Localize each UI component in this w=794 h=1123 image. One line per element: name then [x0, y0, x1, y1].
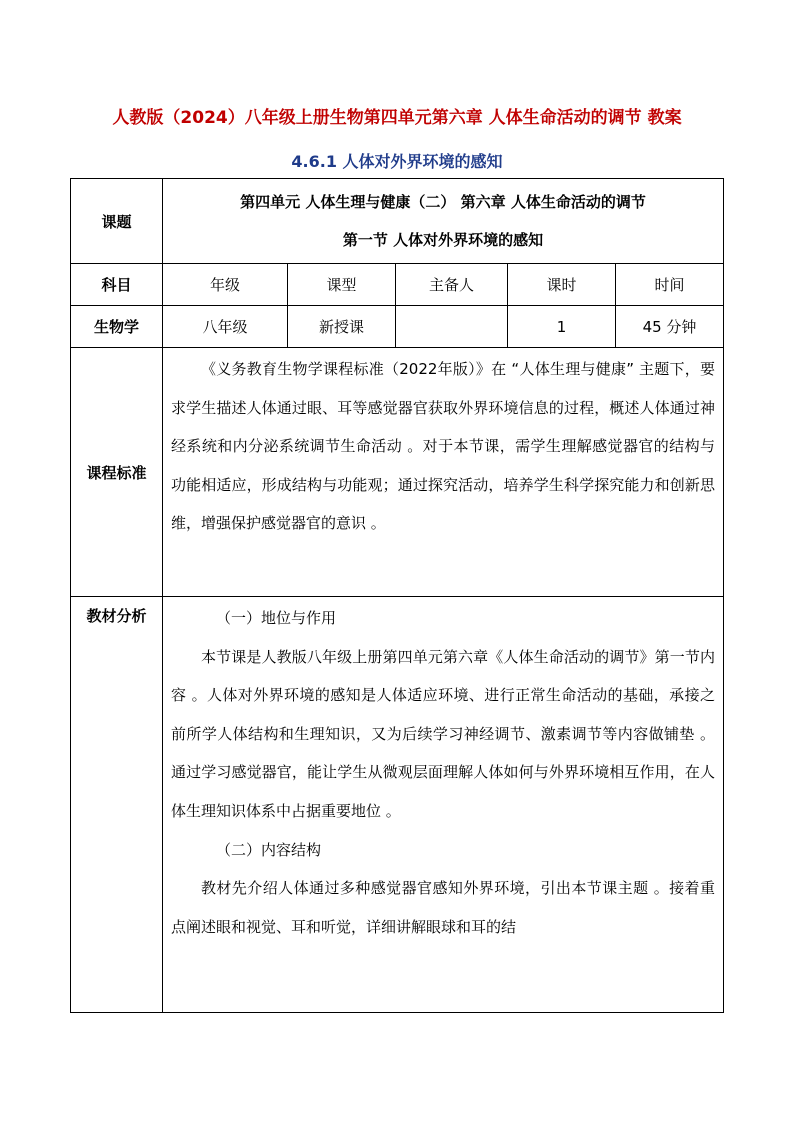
- value-preparer: [396, 306, 508, 348]
- header-lesson-type: 课型: [288, 264, 396, 306]
- document-title: 人教版（2024）八年级上册生物第四单元第六章 人体生命活动的调节 教案: [112, 108, 682, 128]
- value-subject: 生物学: [71, 306, 163, 348]
- analysis-label: 教材分析: [71, 597, 163, 1013]
- value-grade: 八年级: [163, 306, 288, 348]
- analysis-paragraph-2: 教材先介绍人体通过多种感觉器官感知外界环境，引出本节课主题 。接着重点阐述眼和视觉、耳和听觉，详细讲解眼球和耳的结: [171, 879, 715, 936]
- header-subject: 科目: [71, 264, 163, 306]
- analysis-cell: [163, 597, 724, 1013]
- lesson-plan-table: [70, 178, 724, 1013]
- analysis-section-2: （二）内容结构: [216, 840, 322, 859]
- analysis-paragraph-1: 本节课是人教版八年级上册第四单元第六章《人体生命活动的调节》第一节内容 。人体对外界环境的感知是人体适应环境、进行正常生命活动的基础，承接之前所学人体结构和生理知识，又为后续学习神经调节、激素调节等内容做铺垫 。通过学习感觉器官，能让学生从微观层面理解人体如何与外界环境相互作用，在人体生理知识体系中占据重要地位 。: [171, 647, 715, 820]
- standard-label: 课程标准: [71, 348, 163, 597]
- header-preparer: 主备人: [396, 264, 508, 306]
- header-grade: 年级: [163, 264, 288, 306]
- value-time: 45 分钟: [616, 306, 724, 348]
- value-lesson-type: 新授课: [288, 306, 396, 348]
- topic-line-1: 第四单元 人体生理与健康（二） 第六章 人体生命活动的调节: [240, 193, 646, 211]
- header-time: 时间: [616, 264, 724, 306]
- standard-row: [71, 348, 724, 597]
- values-row: [71, 306, 724, 348]
- header-periods: 课时: [508, 264, 616, 306]
- topic-row: [71, 179, 724, 264]
- header-row: [71, 264, 724, 306]
- analysis-row: [71, 597, 724, 1013]
- topic-line-2: 第一节 人体对外界环境的感知: [342, 231, 544, 249]
- value-periods: 1: [508, 306, 616, 348]
- standard-text: 《义务教育生物学课程标准（2022年版）》在 “人体生理与健康” 主题下，要求学生描述人体通过眼、耳等感觉器官获取外界环境信息的过程，概述人体通过神经系统和内分泌系统调节生命活动 。对于本节课，需学生理解感觉器官的结构与功能相适应，形成结构与功能观；通过探究活动，培养学生科学探究能力和创新思维，增强保护感觉器官的意识 。: [171, 360, 715, 533]
- topic-label: 课题: [71, 179, 163, 264]
- standard-cell: [163, 348, 724, 597]
- analysis-section-1: （一）地位与作用: [216, 609, 337, 627]
- lesson-subtitle: 4.6.1 人体对外界环境的感知: [291, 152, 503, 171]
- topic-cell: [163, 179, 724, 264]
